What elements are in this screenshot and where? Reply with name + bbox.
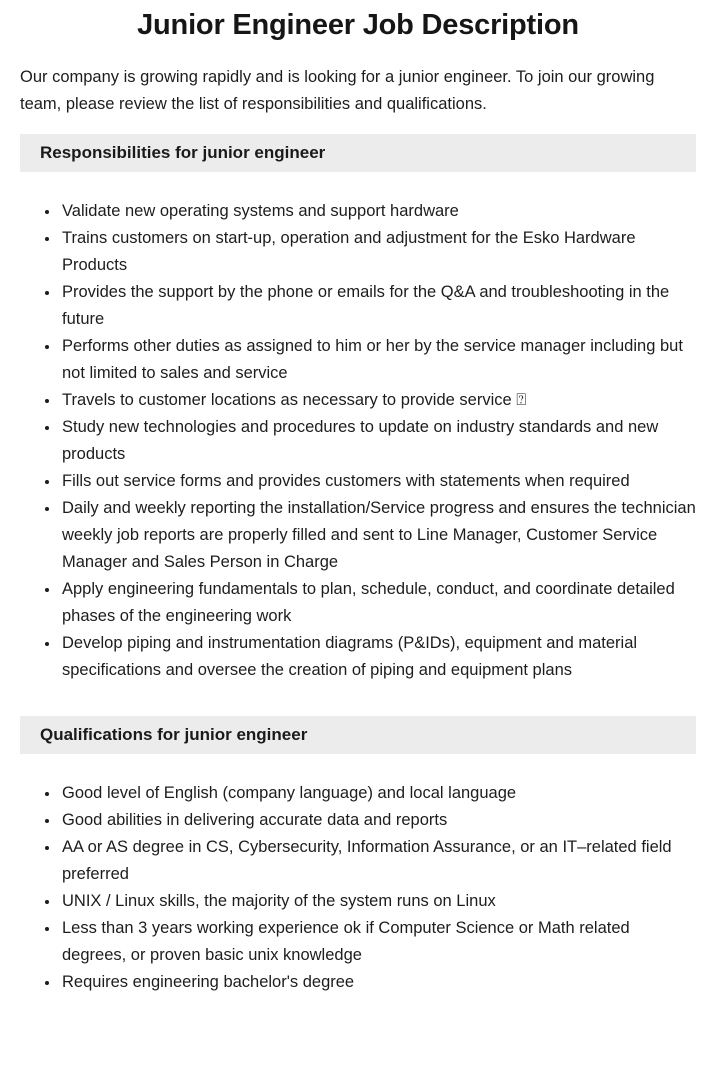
list-item: • Trains customers on start-up, operation and adjustment for the Esko Hardware Products xyxy=(60,225,696,279)
list-item: • AA or AS degree in CS, Cybersecurity, Information Assurance, or an IT–related field preferred xyxy=(60,834,696,888)
page-title: Junior Engineer Job Description xyxy=(137,9,579,41)
section-heading-qualifications: Qualifications for junior engineer xyxy=(20,716,696,754)
section-heading-responsibilities: Responsibilities for junior engineer xyxy=(20,134,696,172)
list-item: • Travels to customer locations as necessary to provide service ⍰ xyxy=(60,387,696,414)
list-item: • Requires engineering bachelor's degree xyxy=(60,969,696,996)
list-item: • Apply engineering fundamentals to plan, schedule, conduct, and coordinate detailed phases of the engineering work xyxy=(60,576,696,630)
list-item: • Good abilities in delivering accurate data and reports xyxy=(60,807,696,834)
list-item: • Less than 3 years working experience ok if Computer Science or Math related degrees, or proven basic unix knowledge xyxy=(60,915,696,969)
list-item: • Good level of English (company language) and local language xyxy=(60,780,696,807)
list-item: • Daily and weekly reporting the installation/Service progress and ensures the technician weekly job reports are properly filled and sent to Line Manager, Customer Service Manager and Sales Person in Charge xyxy=(60,495,696,576)
list-item: • Performs other duties as assigned to him or her by the service manager including but not limited to sales and service xyxy=(60,333,696,387)
list-item: • Validate new operating systems and support hardware xyxy=(60,198,696,225)
list-item: • Develop piping and instrumentation diagrams (P&IDs), equipment and material specifications and oversee the creation of piping and equipment plans xyxy=(60,630,696,684)
qualifications-list xyxy=(20,780,696,996)
responsibilities-list xyxy=(20,198,696,684)
list-item: • Study new technologies and procedures to update on industry standards and new products xyxy=(60,414,696,468)
intro-paragraph: Our company is growing rapidly and is looking for a junior engineer. To join our growing team, please review the list of responsibilities and qualifications. xyxy=(20,68,655,113)
list-item: • Fills out service forms and provides customers with statements when required xyxy=(60,468,696,495)
list-item: • Provides the support by the phone or emails for the Q&A and troubleshooting in the future xyxy=(60,279,696,333)
list-item: • UNIX / Linux skills, the majority of the system runs on Linux xyxy=(60,888,696,915)
